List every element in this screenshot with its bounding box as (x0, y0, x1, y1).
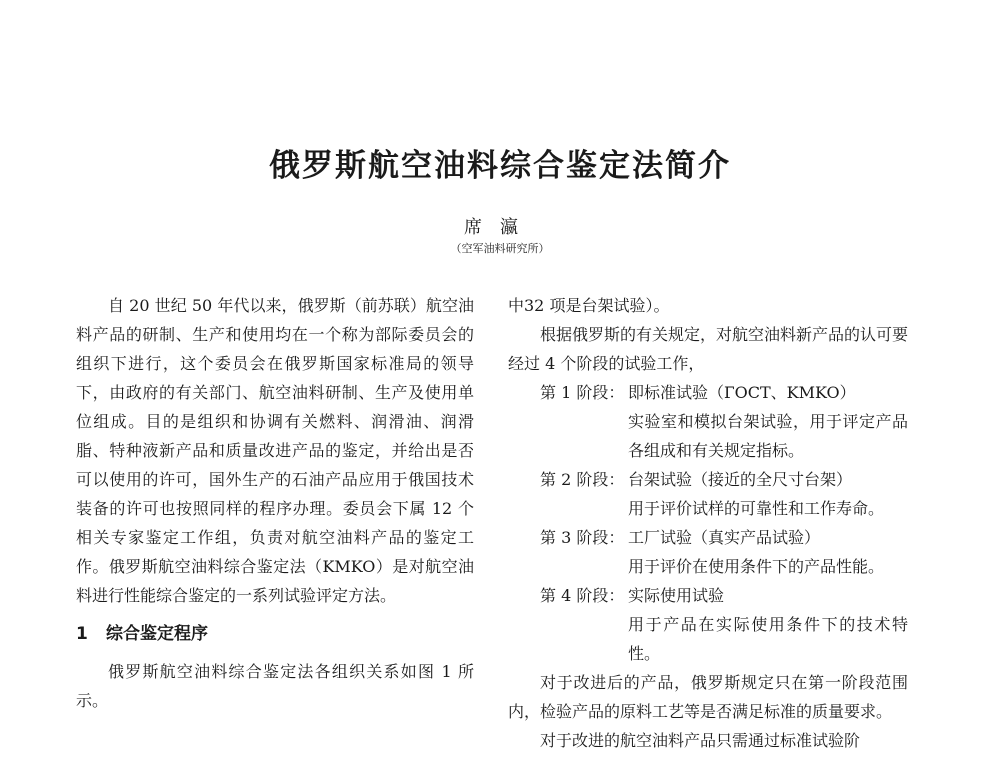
stage-label: 第 3 阶段： (540, 528, 625, 547)
section-title: 综合鉴定程序 (106, 624, 208, 644)
stage-name: 即标准试验（ГОСТ、KMKO） (628, 383, 856, 402)
stages-intro-paragraph: 根据俄罗斯的有关规定，对航空油料新产品的认可要经过 4 个阶段的试验工作， (508, 325, 909, 373)
left-column (76, 291, 474, 715)
stage-description: 实验室和模拟台架试验，用于评定产品各组成和有关规定指标。 (628, 412, 908, 460)
stage-description: 用于产品在实际使用条件下的技术特性。 (628, 615, 908, 663)
right-column (508, 291, 909, 750)
stage-name: 实际使用试验 (628, 586, 725, 605)
article-title: 俄罗斯航空油料综合鉴定法简介 (269, 148, 731, 184)
intro-paragraph: 自 20 世纪 50 年代以来，俄罗斯（前苏联）航空油料产品的研制、生产和使用均在一个称为部际委员会的组织下进行，这个委员会在俄罗斯国家标准局的领导下，由政府的有关部门、航空油料研制、生产及使用单位组成。目的是组织和协调有关燃料、润滑油、润滑脂、特种液新产品和质量改进产品的鉴定，并给出是否可以使用的许可，国外生产的石油产品应用于俄国技术装备的许可也按照同样的程序办理。委员会下属 12 个相关专家鉴定工作组，负责对航空油料产品的鉴定工作。俄罗斯航空油料综合鉴定法（KMKO）是对航空油料进行性能综合鉴定的一系列试验评定方法。 (76, 296, 474, 605)
continuation-line: 中32 项是台架试验）。 (508, 296, 670, 315)
stage-item (508, 581, 908, 668)
stage-description: 用于评价试样的可靠性和工作寿命。 (628, 499, 885, 518)
section-number: 1 (76, 624, 88, 644)
section-heading (76, 620, 474, 649)
stage-label: 第 2 阶段： (540, 470, 625, 489)
section-paragraph: 俄罗斯航空油料综合鉴定法各组织关系如图 1 所示。 (76, 662, 474, 710)
stage-item (508, 465, 908, 523)
stage-label: 第 1 阶段： (540, 383, 625, 402)
cut-off-line: 对于改进的航空油料产品只需通过标准试验阶 (540, 731, 861, 750)
stage-label: 第 4 阶段： (540, 586, 625, 605)
stage-description: 用于评价在使用条件下的产品性能。 (628, 557, 885, 576)
stage-name: 台架试验（接近的全尺寸台架） (628, 470, 853, 489)
stage-item (508, 523, 908, 581)
stage-item (508, 378, 908, 465)
author-affiliation: （空军油料研究所） (450, 242, 550, 255)
author-name: 席瀛 (464, 217, 536, 238)
improved-product-paragraph: 对于改进后的产品，俄罗斯规定只在第一阶段范围内，检验产品的原料工艺等是否满足标准的质量要求。 (508, 673, 908, 721)
stage-name: 工厂试验（真实产品试验） (628, 528, 821, 547)
